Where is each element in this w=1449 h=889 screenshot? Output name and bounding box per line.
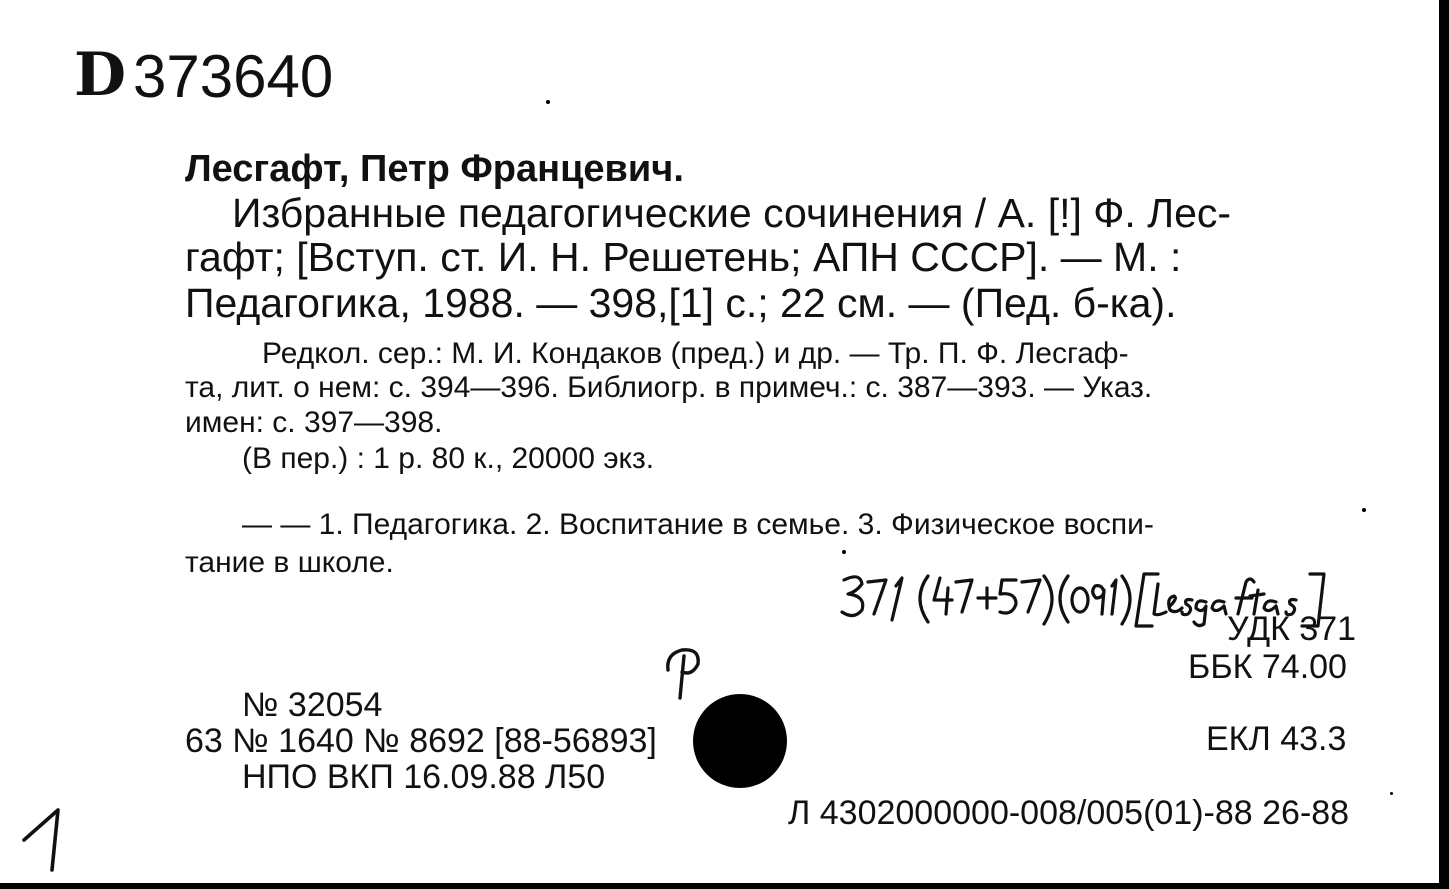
subjects-line: тание в школе. [185, 546, 394, 579]
catalog-number-line: № 32054 [242, 686, 383, 724]
dust-speck [1390, 792, 1393, 795]
udk-code: УДК 371 [1227, 610, 1357, 648]
publisher-code: Л 4302000000-008/005(01)-88 26-88 [788, 794, 1350, 832]
handwritten-number [20, 806, 70, 876]
note-line: та, лит. о нем: с. 394—396. Библиогр. в примеч.: с. 387—393. — Указ. [185, 371, 1153, 404]
price-line: (В пер.) : 1 р. 80 к., 20000 экз. [242, 442, 655, 475]
inventory-number: 373640 [133, 43, 334, 110]
dust-speck [842, 550, 846, 554]
title-line: Педагогика, 1988. — 398,[1] с.; 22 см. — (Пед. б-ка). [185, 280, 1177, 326]
dust-speck [546, 100, 550, 104]
note-line: Редкол. сер.: М. И. Кондаков (пред.) и др. — Тр. П. Ф. Лесгаф- [262, 337, 1129, 370]
subjects-line: — — 1. Педагогика. 2. Воспитание в семье. 3. Физическое воспи- [242, 508, 1154, 541]
note-line: имен: с. 397—398. [185, 406, 443, 439]
title-line: гафт; [Вступ. ст. И. Н. Решетень; АПН СССР]. — М. : [185, 234, 1182, 280]
catalog-number-line: НПО ВКП 16.09.88 Л50 [242, 758, 606, 796]
catalog-number-line: 63 № 1640 № 8692 [88-56893] [185, 722, 657, 760]
punch-hole [693, 694, 787, 788]
author-heading: Лесгафт, Петр Францевич. [185, 148, 684, 190]
inventory-letter: D [74, 40, 127, 110]
bbk-code: ББК 74.00 [1188, 648, 1347, 686]
dust-speck [1362, 508, 1366, 512]
handwritten-mark [660, 636, 710, 706]
ekl-code: ЕКЛ 43.3 [1206, 720, 1347, 758]
title-line: Избранные педагогические сочинения / А. [!] Ф. Лес- [232, 190, 1232, 236]
